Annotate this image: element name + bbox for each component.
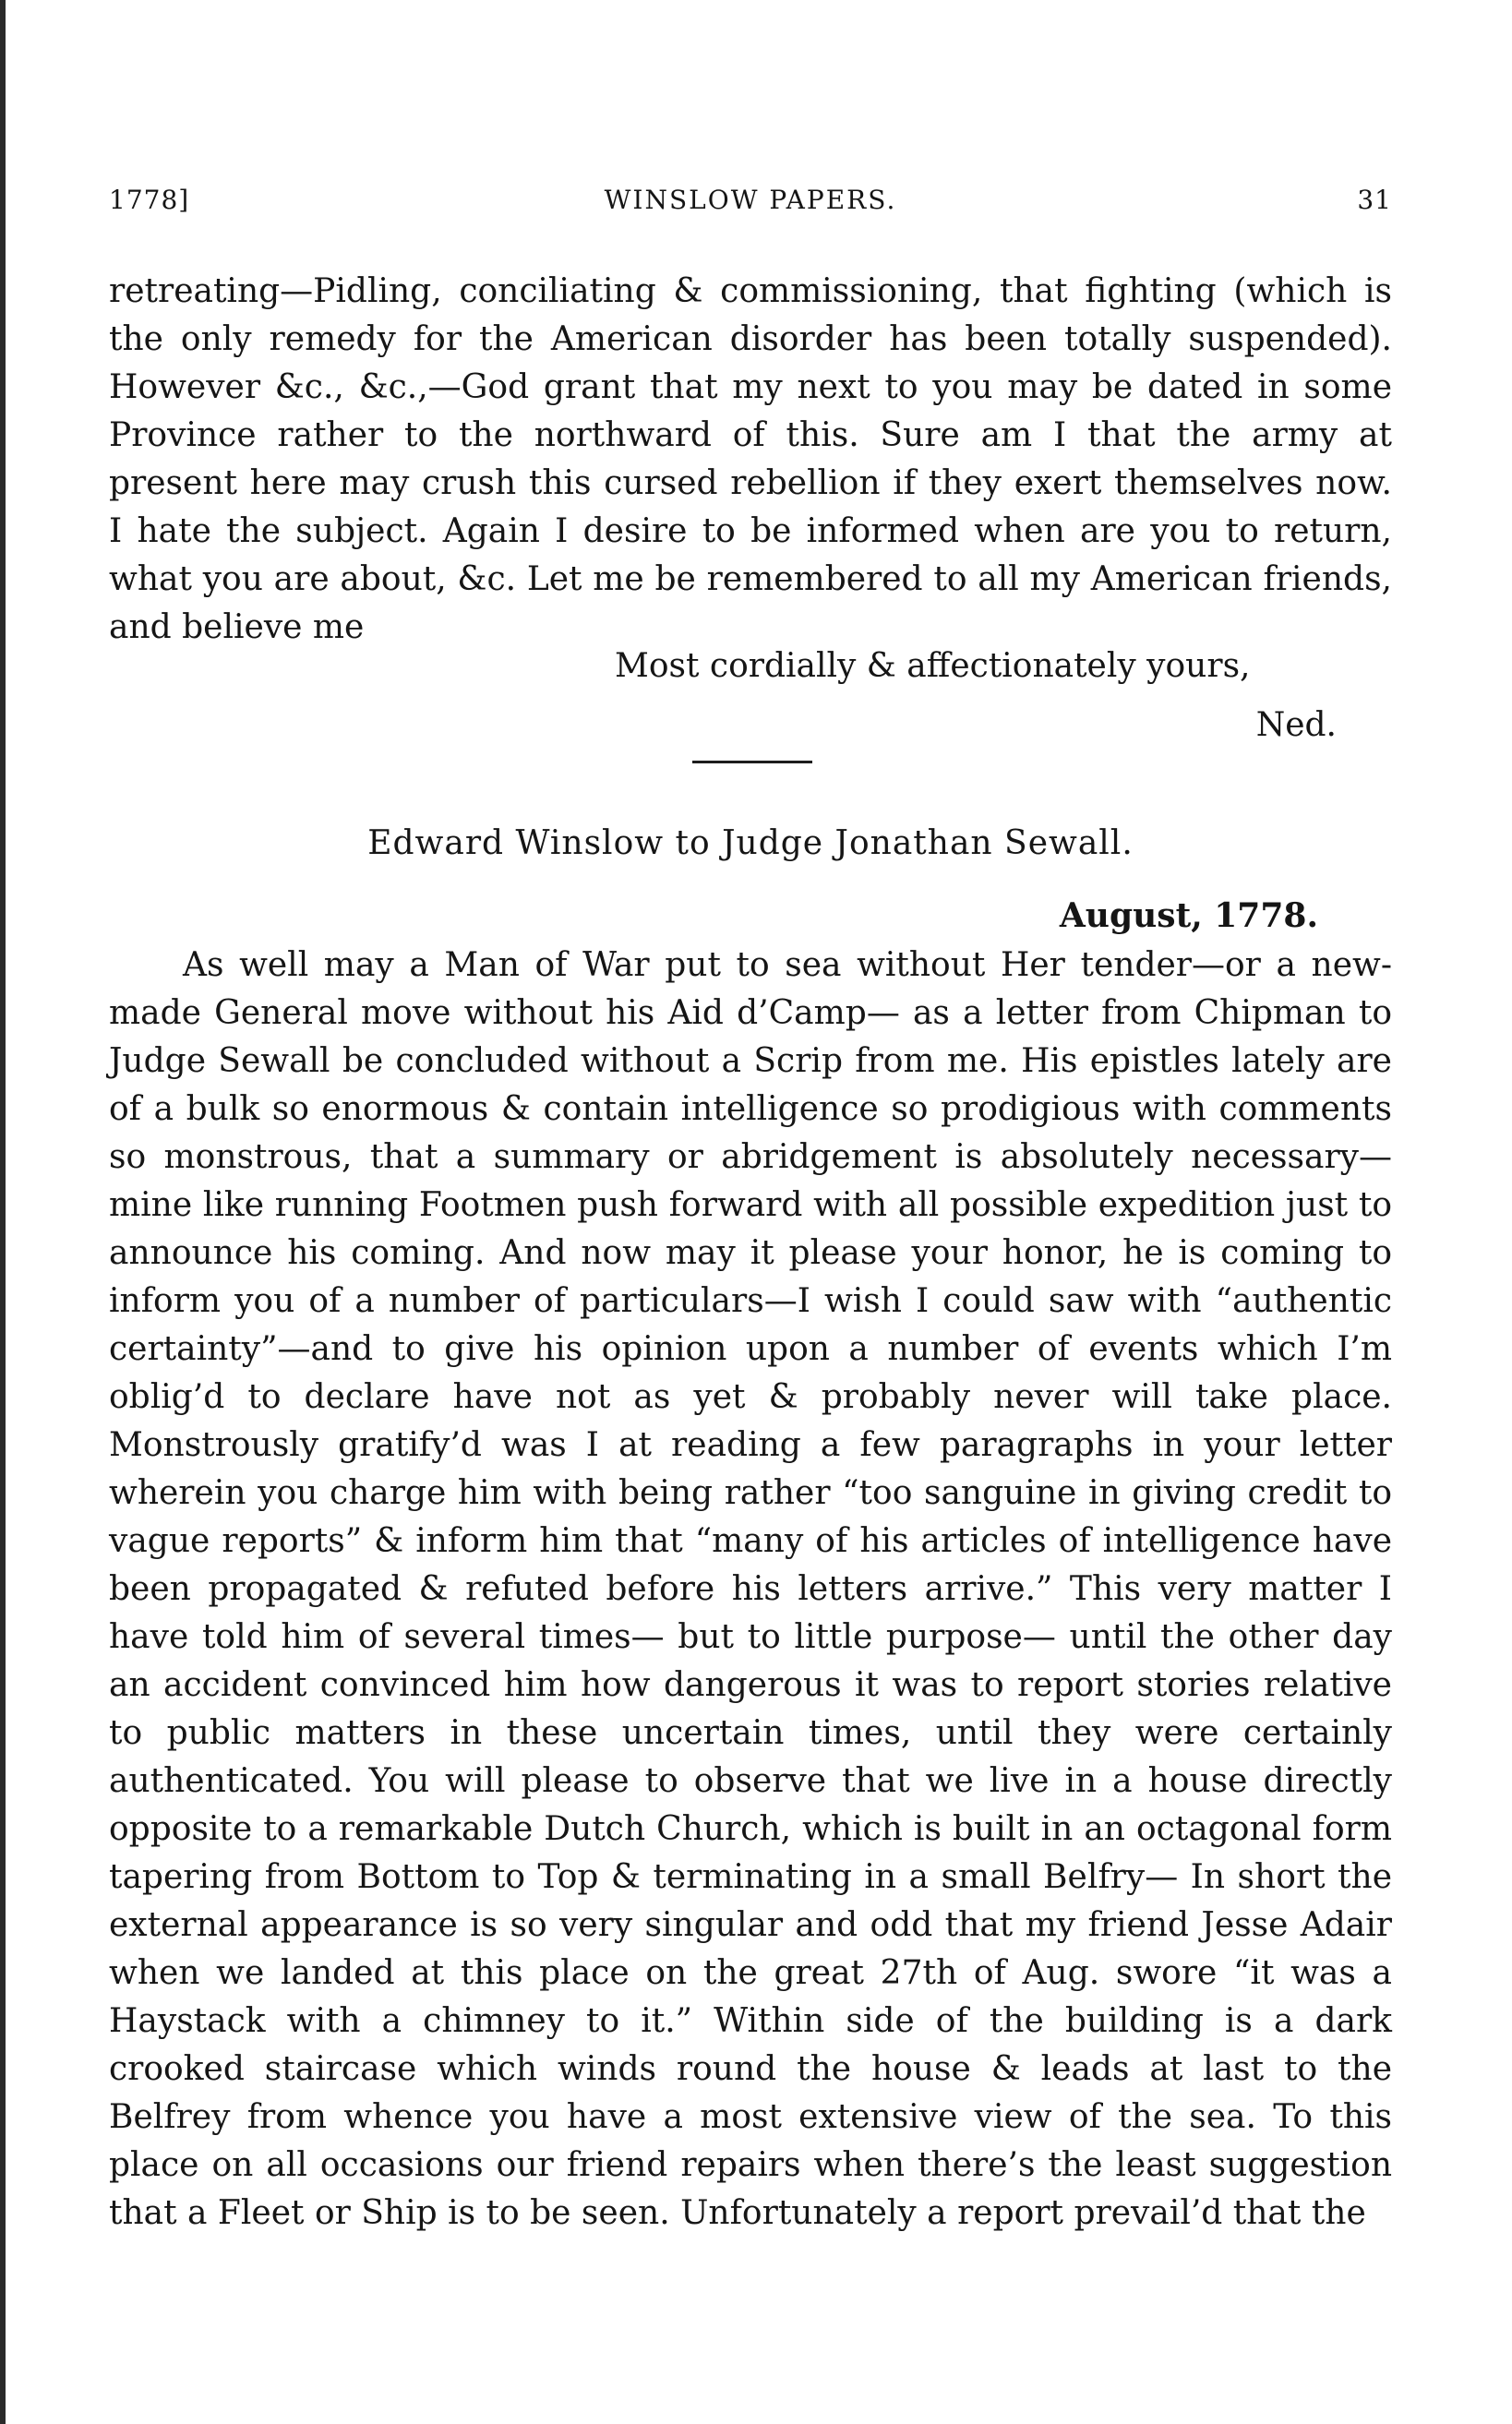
letter2-date: August, 1778. — [1059, 896, 1318, 935]
letter2-heading: Edward Winslow to Judge Jonathan Sewall. — [367, 824, 1134, 862]
running-header — [109, 185, 1392, 229]
letter2-body: As well may a Man of War put to sea without Her tender—or a new-made General move without his Aid d’Camp— as a letter from Chipman to Judge Sewall be concluded without a Scrip from me. His epistles lately are of a bulk so enormous & contain intelligence so prodigious with comments so monstrous, that a summary or abridgement is absolutely necessary—mine like running Footmen push forward with all possible expedition just to announce his coming. And now may it please your honor, he is coming to inform you of a number of particulars—I wish I could saw with “authentic certainty”—and to give his opinion upon a number of events which I’m oblig’d to declare have not as yet & probably never will take place. Monstrously gratify’d was I at reading a few paragraphs in your letter wherein you charge him with being rather “too sanguine in giving credit to vague reports” & inform him that “many of his articles of intelligence have been propagated & refuted before his letters arrive.” This very matter I have told him of several times— but to little purpose— until the other day an accident convinced him how dangerous it was to report stories relative to public matters in these uncertain times, until they were certainly authenticated. You will please to observe that we live in a house directly opposite to a remarkable Dutch Church, which is built in an octagonal form tapering from Bottom to Top & terminating in a small Belfry— In short the external appearance is so very singular and odd that my friend Jesse Adair when we landed at this place on the great 27th of Aug. swore “it was a Haystack with a chimney to it.” Within side of the building is a dark crooked staircase which winds round the house & leads at last to the Belfrey from whence you have a most extensive view of the sea. To this place on all occasions our friend repairs when there’s the least suggestion that a Fleet or Ship is to be seen. Unfortunately a report prevail’d that the — [109, 946, 1392, 2232]
letter1-body: retreating—Pidling, conciliating & commissioning, that fighting (which is the only remedy for the American disorder has been totally suspended). However &c., &c.,—God grant that my next to you may be dated in some Province rather to the northward of this. Sure am I that the army at present here may crush this cursed rebellion if they exert themselves now. I hate the subject. Again I desire to be informed when are you to return, what you are about, &c. Let me be remembered to all my American friends, and believe me — [109, 272, 1392, 646]
section-divider — [692, 761, 812, 763]
book-page — [109, 0, 1392, 2424]
letter1-signature: Ned. — [1255, 706, 1337, 744]
letter1-closing: Most cordially & affectionately yours, — [615, 647, 1251, 685]
header-year: 1778] — [109, 185, 190, 215]
page-edge-rule — [0, 0, 6, 2424]
header-title: WINSLOW PAPERS. — [604, 185, 897, 215]
page-number: 31 — [1357, 185, 1392, 215]
